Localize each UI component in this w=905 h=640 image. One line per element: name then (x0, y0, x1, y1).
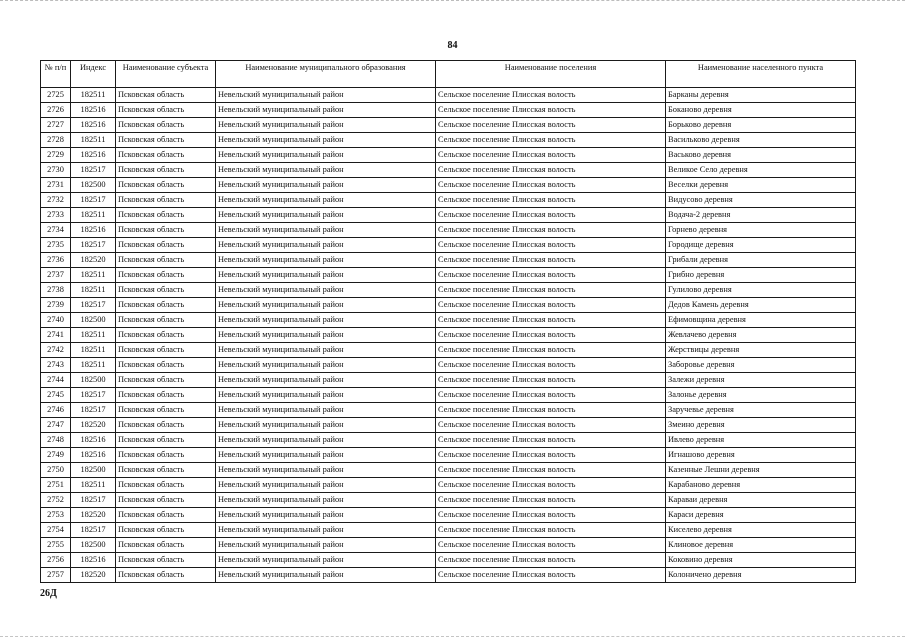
table-row (41, 103, 856, 118)
cell-num: 2727 (41, 118, 71, 133)
cell-locality: Дедов Камень деревня (666, 298, 856, 313)
cell-settlement: Сельское поселение Плисская волость (436, 493, 666, 508)
cell-locality: Колоничено деревня (666, 568, 856, 583)
cell-settlement: Сельское поселение Плисская волость (436, 223, 666, 238)
cell-municipal: Невельский муниципальный район (216, 388, 436, 403)
cell-num: 2754 (41, 523, 71, 538)
cell-municipal: Невельский муниципальный район (216, 328, 436, 343)
cell-num: 2757 (41, 568, 71, 583)
cell-index: 182511 (71, 88, 116, 103)
header-num: № п/п (41, 61, 71, 88)
cell-municipal: Невельский муниципальный район (216, 523, 436, 538)
cell-num: 2743 (41, 358, 71, 373)
cell-subject: Псковская область (116, 223, 216, 238)
cell-municipal: Невельский муниципальный район (216, 88, 436, 103)
cell-settlement: Сельское поселение Плисская волость (436, 118, 666, 133)
cell-municipal: Невельский муниципальный район (216, 433, 436, 448)
cell-subject: Псковская область (116, 133, 216, 148)
cell-settlement: Сельское поселение Плисская волость (436, 268, 666, 283)
cell-settlement: Сельское поселение Плисская волость (436, 298, 666, 313)
cell-locality: Клиновое деревня (666, 538, 856, 553)
cell-settlement: Сельское поселение Плисская волость (436, 388, 666, 403)
cell-num: 2744 (41, 373, 71, 388)
cell-locality: Грибали деревня (666, 253, 856, 268)
cell-subject: Псковская область (116, 538, 216, 553)
cell-index: 182511 (71, 133, 116, 148)
cell-subject: Псковская область (116, 403, 216, 418)
cell-index: 182517 (71, 298, 116, 313)
header-locality: Наименование населенного пункта (666, 61, 856, 88)
cell-subject: Псковская область (116, 493, 216, 508)
table-row (41, 313, 856, 328)
cell-num: 2729 (41, 148, 71, 163)
cell-num: 2738 (41, 283, 71, 298)
cell-index: 182511 (71, 343, 116, 358)
table-row (41, 163, 856, 178)
table-row (41, 478, 856, 493)
cell-index: 182500 (71, 178, 116, 193)
cell-index: 182511 (71, 478, 116, 493)
cell-locality: Залонье деревня (666, 388, 856, 403)
cell-municipal: Невельский муниципальный район (216, 283, 436, 298)
cell-settlement: Сельское поселение Плисская волость (436, 148, 666, 163)
cell-num: 2734 (41, 223, 71, 238)
cell-locality: Залежи деревня (666, 373, 856, 388)
cell-num: 2749 (41, 448, 71, 463)
cell-index: 182511 (71, 283, 116, 298)
cell-subject: Псковская область (116, 553, 216, 568)
cell-index: 182520 (71, 508, 116, 523)
cell-locality: Барканы деревня (666, 88, 856, 103)
cell-locality: Караси деревня (666, 508, 856, 523)
cell-subject: Псковская область (116, 508, 216, 523)
cell-num: 2725 (41, 88, 71, 103)
cell-locality: Коковино деревня (666, 553, 856, 568)
cell-num: 2748 (41, 433, 71, 448)
cell-municipal: Невельский муниципальный район (216, 118, 436, 133)
cell-num: 2753 (41, 508, 71, 523)
cell-num: 2731 (41, 178, 71, 193)
cell-settlement: Сельское поселение Плисская волость (436, 208, 666, 223)
header-index: Индекс (71, 61, 116, 88)
cell-subject: Псковская область (116, 103, 216, 118)
cell-municipal: Невельский муниципальный район (216, 313, 436, 328)
cell-municipal: Невельский муниципальный район (216, 508, 436, 523)
cell-settlement: Сельское поселение Плисская волость (436, 343, 666, 358)
cell-num: 2742 (41, 343, 71, 358)
cell-municipal: Невельский муниципальный район (216, 103, 436, 118)
table-row (41, 193, 856, 208)
cell-num: 2733 (41, 208, 71, 223)
cell-locality: Казенные Лешни деревня (666, 463, 856, 478)
cell-index: 182517 (71, 403, 116, 418)
table-row (41, 448, 856, 463)
cell-locality: Васильково деревня (666, 133, 856, 148)
cell-num: 2737 (41, 268, 71, 283)
cell-locality: Видусово деревня (666, 193, 856, 208)
cell-settlement: Сельское поселение Плисская волость (436, 313, 666, 328)
cell-index: 182500 (71, 538, 116, 553)
cell-municipal: Невельский муниципальный район (216, 178, 436, 193)
cell-municipal: Невельский муниципальный район (216, 373, 436, 388)
cell-subject: Псковская область (116, 238, 216, 253)
cell-subject: Псковская область (116, 283, 216, 298)
cell-municipal: Невельский муниципальный район (216, 463, 436, 478)
cell-num: 2726 (41, 103, 71, 118)
cell-settlement: Сельское поселение Плисская волость (436, 463, 666, 478)
cell-subject: Псковская область (116, 208, 216, 223)
cell-municipal: Невельский муниципальный район (216, 193, 436, 208)
cell-locality: Игнашово деревня (666, 448, 856, 463)
cell-municipal: Невельский муниципальный район (216, 133, 436, 148)
cell-locality: Веселки деревня (666, 178, 856, 193)
cell-num: 2739 (41, 298, 71, 313)
cell-num: 2735 (41, 238, 71, 253)
table-row (41, 373, 856, 388)
table-header (41, 61, 856, 88)
cell-subject: Псковская область (116, 163, 216, 178)
table-row (41, 358, 856, 373)
cell-subject: Псковская область (116, 373, 216, 388)
cell-municipal: Невельский муниципальный район (216, 343, 436, 358)
table-row (41, 253, 856, 268)
localities-table (40, 60, 856, 583)
cell-index: 182511 (71, 328, 116, 343)
cell-index: 182517 (71, 388, 116, 403)
cell-num: 2728 (41, 133, 71, 148)
cell-municipal: Невельский муниципальный район (216, 358, 436, 373)
table-row (41, 568, 856, 583)
cell-settlement: Сельское поселение Плисская волость (436, 373, 666, 388)
table-row (41, 238, 856, 253)
cell-subject: Псковская область (116, 418, 216, 433)
cell-settlement: Сельское поселение Плисская волость (436, 433, 666, 448)
cell-municipal: Невельский муниципальный район (216, 448, 436, 463)
cell-municipal: Невельский муниципальный район (216, 238, 436, 253)
table-row (41, 523, 856, 538)
table-row (41, 493, 856, 508)
cell-settlement: Сельское поселение Плисская волость (436, 538, 666, 553)
cell-municipal: Невельский муниципальный район (216, 253, 436, 268)
cell-locality: Караваи деревня (666, 493, 856, 508)
cell-index: 182516 (71, 148, 116, 163)
table-row (41, 508, 856, 523)
cell-locality: Ивлево деревня (666, 433, 856, 448)
cell-municipal: Невельский муниципальный район (216, 538, 436, 553)
cell-num: 2752 (41, 493, 71, 508)
cell-municipal: Невельский муниципальный район (216, 553, 436, 568)
cell-settlement: Сельское поселение Плисская волость (436, 523, 666, 538)
cell-settlement: Сельское поселение Плисская волость (436, 253, 666, 268)
scan-edge-top (0, 0, 905, 1)
cell-locality: Заручевье деревня (666, 403, 856, 418)
cell-municipal: Невельский муниципальный район (216, 208, 436, 223)
cell-locality: Карабаново деревня (666, 478, 856, 493)
cell-locality: Городище деревня (666, 238, 856, 253)
table-row (41, 133, 856, 148)
cell-subject: Псковская область (116, 313, 216, 328)
cell-locality: Васьково деревня (666, 148, 856, 163)
cell-num: 2755 (41, 538, 71, 553)
table-row (41, 388, 856, 403)
cell-locality: Жерствицы деревня (666, 343, 856, 358)
cell-subject: Псковская область (116, 253, 216, 268)
table-row (41, 433, 856, 448)
cell-index: 182500 (71, 463, 116, 478)
cell-subject: Псковская область (116, 148, 216, 163)
cell-index: 182511 (71, 268, 116, 283)
cell-settlement: Сельское поселение Плисская волость (436, 283, 666, 298)
cell-subject: Псковская область (116, 328, 216, 343)
cell-locality: Киселево деревня (666, 523, 856, 538)
cell-settlement: Сельское поселение Плисская волость (436, 448, 666, 463)
cell-municipal: Невельский муниципальный район (216, 223, 436, 238)
table-row (41, 208, 856, 223)
cell-index: 182516 (71, 448, 116, 463)
cell-num: 2740 (41, 313, 71, 328)
cell-settlement: Сельское поселение Плисская волость (436, 163, 666, 178)
table-row (41, 463, 856, 478)
cell-settlement: Сельское поселение Плисская волость (436, 193, 666, 208)
cell-locality: Ефимовщина деревня (666, 313, 856, 328)
cell-municipal: Невельский муниципальный район (216, 163, 436, 178)
cell-index: 182511 (71, 208, 116, 223)
table-row (41, 223, 856, 238)
cell-subject: Псковская область (116, 448, 216, 463)
cell-municipal: Невельский муниципальный район (216, 478, 436, 493)
table-row (41, 148, 856, 163)
cell-subject: Псковская область (116, 568, 216, 583)
header-subject: Наименование субъекта (116, 61, 216, 88)
cell-num: 2741 (41, 328, 71, 343)
table-row (41, 553, 856, 568)
cell-subject: Псковская область (116, 463, 216, 478)
cell-subject: Псковская область (116, 343, 216, 358)
cell-locality: Заборовье деревня (666, 358, 856, 373)
table-row (41, 283, 856, 298)
cell-subject: Псковская область (116, 523, 216, 538)
cell-settlement: Сельское поселение Плисская волость (436, 178, 666, 193)
cell-settlement: Сельское поселение Плисская волость (436, 418, 666, 433)
cell-locality: Боканово деревня (666, 103, 856, 118)
cell-locality: Борьково деревня (666, 118, 856, 133)
cell-locality: Великое Село деревня (666, 163, 856, 178)
header-municipal: Наименование муниципального образования (216, 61, 436, 88)
cell-municipal: Невельский муниципальный район (216, 418, 436, 433)
table-row (41, 298, 856, 313)
cell-locality: Грибно деревня (666, 268, 856, 283)
table-row (41, 268, 856, 283)
cell-num: 2747 (41, 418, 71, 433)
table-row (41, 118, 856, 133)
cell-index: 182520 (71, 418, 116, 433)
cell-settlement: Сельское поселение Плисская волость (436, 508, 666, 523)
table-row (41, 88, 856, 103)
cell-index: 182511 (71, 358, 116, 373)
cell-municipal: Невельский муниципальный район (216, 148, 436, 163)
cell-index: 182516 (71, 118, 116, 133)
cell-municipal: Невельский муниципальный район (216, 493, 436, 508)
cell-num: 2732 (41, 193, 71, 208)
cell-settlement: Сельское поселение Плисская волость (436, 553, 666, 568)
cell-subject: Псковская область (116, 178, 216, 193)
cell-settlement: Сельское поселение Плисская волость (436, 238, 666, 253)
table-row (41, 343, 856, 358)
cell-settlement: Сельское поселение Плисская волость (436, 328, 666, 343)
table-row (41, 403, 856, 418)
cell-index: 182517 (71, 523, 116, 538)
footer-code: 26Д (40, 588, 57, 599)
cell-subject: Псковская область (116, 433, 216, 448)
cell-municipal: Невельский муниципальный район (216, 298, 436, 313)
table-row (41, 178, 856, 193)
cell-settlement: Сельское поселение Плисская волость (436, 403, 666, 418)
cell-settlement: Сельское поселение Плисская волость (436, 88, 666, 103)
cell-settlement: Сельское поселение Плисская волость (436, 478, 666, 493)
table-row (41, 418, 856, 433)
cell-index: 182516 (71, 433, 116, 448)
cell-index: 182517 (71, 493, 116, 508)
cell-index: 182516 (71, 223, 116, 238)
cell-num: 2736 (41, 253, 71, 268)
page-number: 84 (447, 40, 458, 51)
cell-settlement: Сельское поселение Плисская волость (436, 133, 666, 148)
cell-index: 182520 (71, 253, 116, 268)
cell-settlement: Сельское поселение Плисская волость (436, 103, 666, 118)
cell-locality: Водача-2 деревня (666, 208, 856, 223)
cell-locality: Гулилово деревня (666, 283, 856, 298)
scan-edge-bottom (0, 636, 905, 637)
cell-num: 2745 (41, 388, 71, 403)
header-settlement: Наименование поселения (436, 61, 666, 88)
cell-num: 2746 (41, 403, 71, 418)
header-row (41, 61, 856, 88)
cell-index: 182516 (71, 553, 116, 568)
cell-num: 2756 (41, 553, 71, 568)
cell-locality: Горнево деревня (666, 223, 856, 238)
cell-municipal: Невельский муниципальный район (216, 268, 436, 283)
cell-index: 182517 (71, 193, 116, 208)
cell-subject: Псковская область (116, 193, 216, 208)
cell-index: 182517 (71, 163, 116, 178)
cell-locality: Змеино деревня (666, 418, 856, 433)
cell-index: 182500 (71, 313, 116, 328)
cell-locality: Жевлачево деревня (666, 328, 856, 343)
table-row (41, 328, 856, 343)
cell-num: 2750 (41, 463, 71, 478)
cell-num: 2730 (41, 163, 71, 178)
cell-settlement: Сельское поселение Плисская волость (436, 568, 666, 583)
table-body (41, 88, 856, 583)
cell-index: 182520 (71, 568, 116, 583)
cell-index: 182516 (71, 103, 116, 118)
cell-subject: Псковская область (116, 88, 216, 103)
table-row (41, 538, 856, 553)
cell-index: 182517 (71, 238, 116, 253)
cell-subject: Псковская область (116, 358, 216, 373)
cell-settlement: Сельское поселение Плисская волость (436, 358, 666, 373)
cell-municipal: Невельский муниципальный район (216, 568, 436, 583)
cell-subject: Псковская область (116, 478, 216, 493)
cell-subject: Псковская область (116, 298, 216, 313)
cell-municipal: Невельский муниципальный район (216, 403, 436, 418)
cell-subject: Псковская область (116, 268, 216, 283)
cell-subject: Псковская область (116, 118, 216, 133)
cell-index: 182500 (71, 373, 116, 388)
cell-num: 2751 (41, 478, 71, 493)
cell-subject: Псковская область (116, 388, 216, 403)
